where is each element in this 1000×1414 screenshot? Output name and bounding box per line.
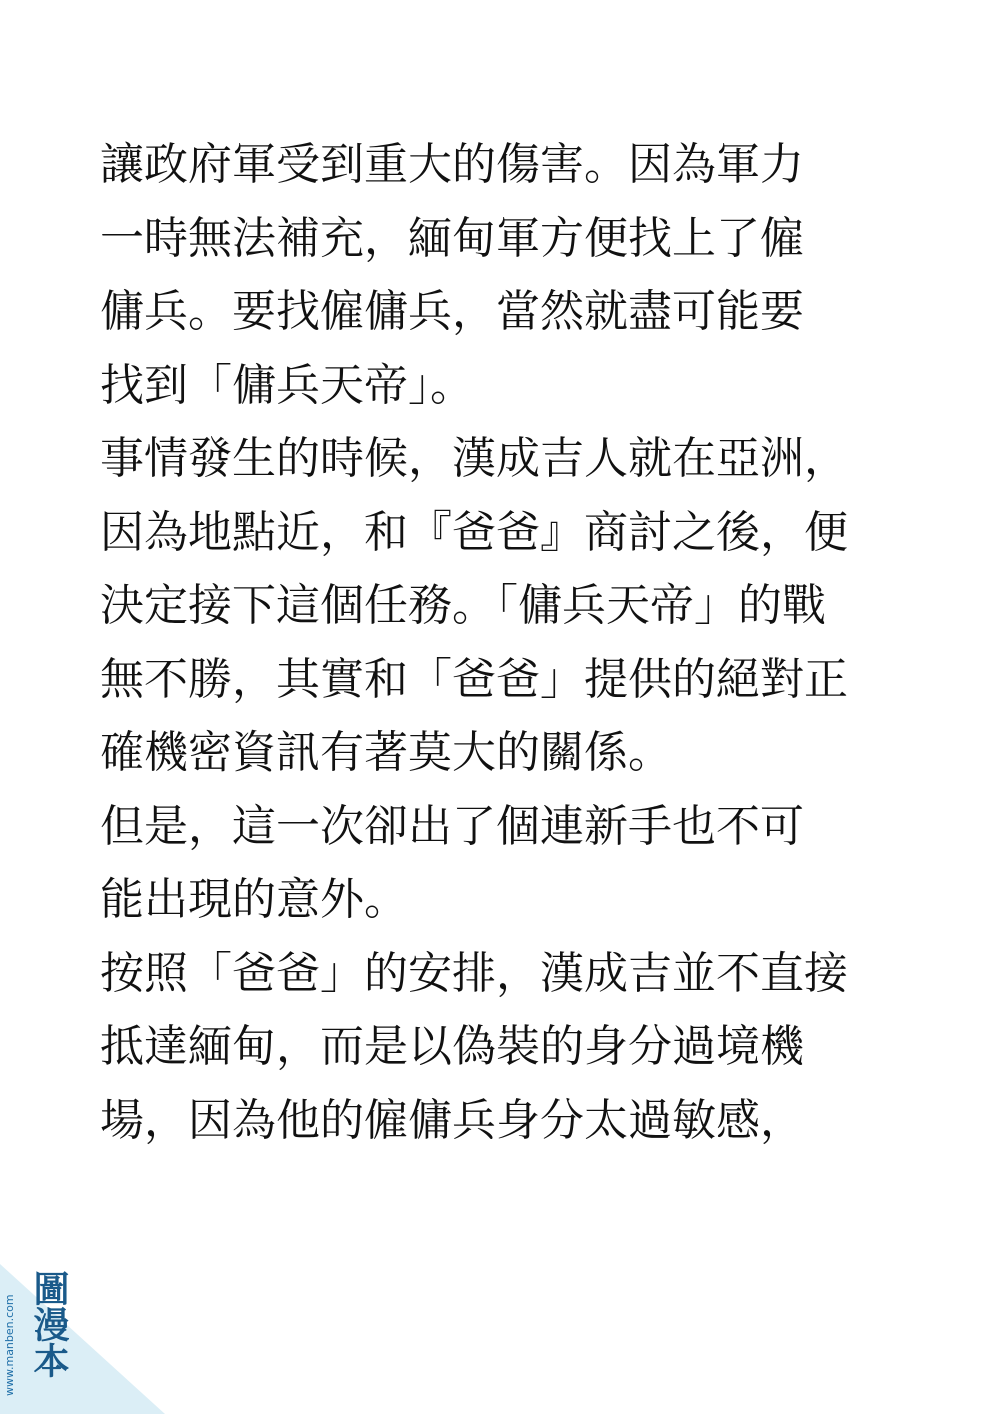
text-line-10: 但是，這一次卻出了個連新手也不可 xyxy=(100,800,804,852)
text-line-8: 無不勝，其實和「爸爸」提供的絕對正 xyxy=(100,653,848,705)
text-line-1: 讓政府軍受到重大的傷害。因為軍力 xyxy=(100,139,804,190)
text-line-9: 確機密資訊有著莫大的關係。 xyxy=(100,727,672,778)
text-line-11: 能出現的意外。 xyxy=(100,874,408,925)
body-text xyxy=(100,128,980,1157)
watermark-url: www.manben.com xyxy=(3,1294,16,1396)
text-line-3: 傭兵。要找僱傭兵，當然就盡可能要 xyxy=(100,286,804,337)
text-line-6: 因為地點近，和『爸爸』商討之後，便 xyxy=(100,506,848,558)
watermark-logo: 圖漫本 xyxy=(28,1270,69,1378)
text-line-7: 決定接下這個任務。「傭兵天帝」的戰 xyxy=(100,580,826,631)
text-line-5: 事情發生的時候，漢成吉人就在亞洲， xyxy=(100,433,848,484)
text-line-13: 抵達緬甸，而是以偽裝的身分過境機 xyxy=(100,1021,804,1072)
text-line-12: 按照「爸爸」的安排，漢成吉並不直接 xyxy=(100,947,848,999)
text-line-14: 場，因為他的僱傭兵身分太過敏感， xyxy=(100,1094,804,1146)
watermark xyxy=(0,1264,170,1414)
text-line-2: 一時無法補充，緬甸軍方便找上了僱 xyxy=(100,212,804,264)
text-line-4: 找到「傭兵天帝」。 xyxy=(100,359,474,411)
